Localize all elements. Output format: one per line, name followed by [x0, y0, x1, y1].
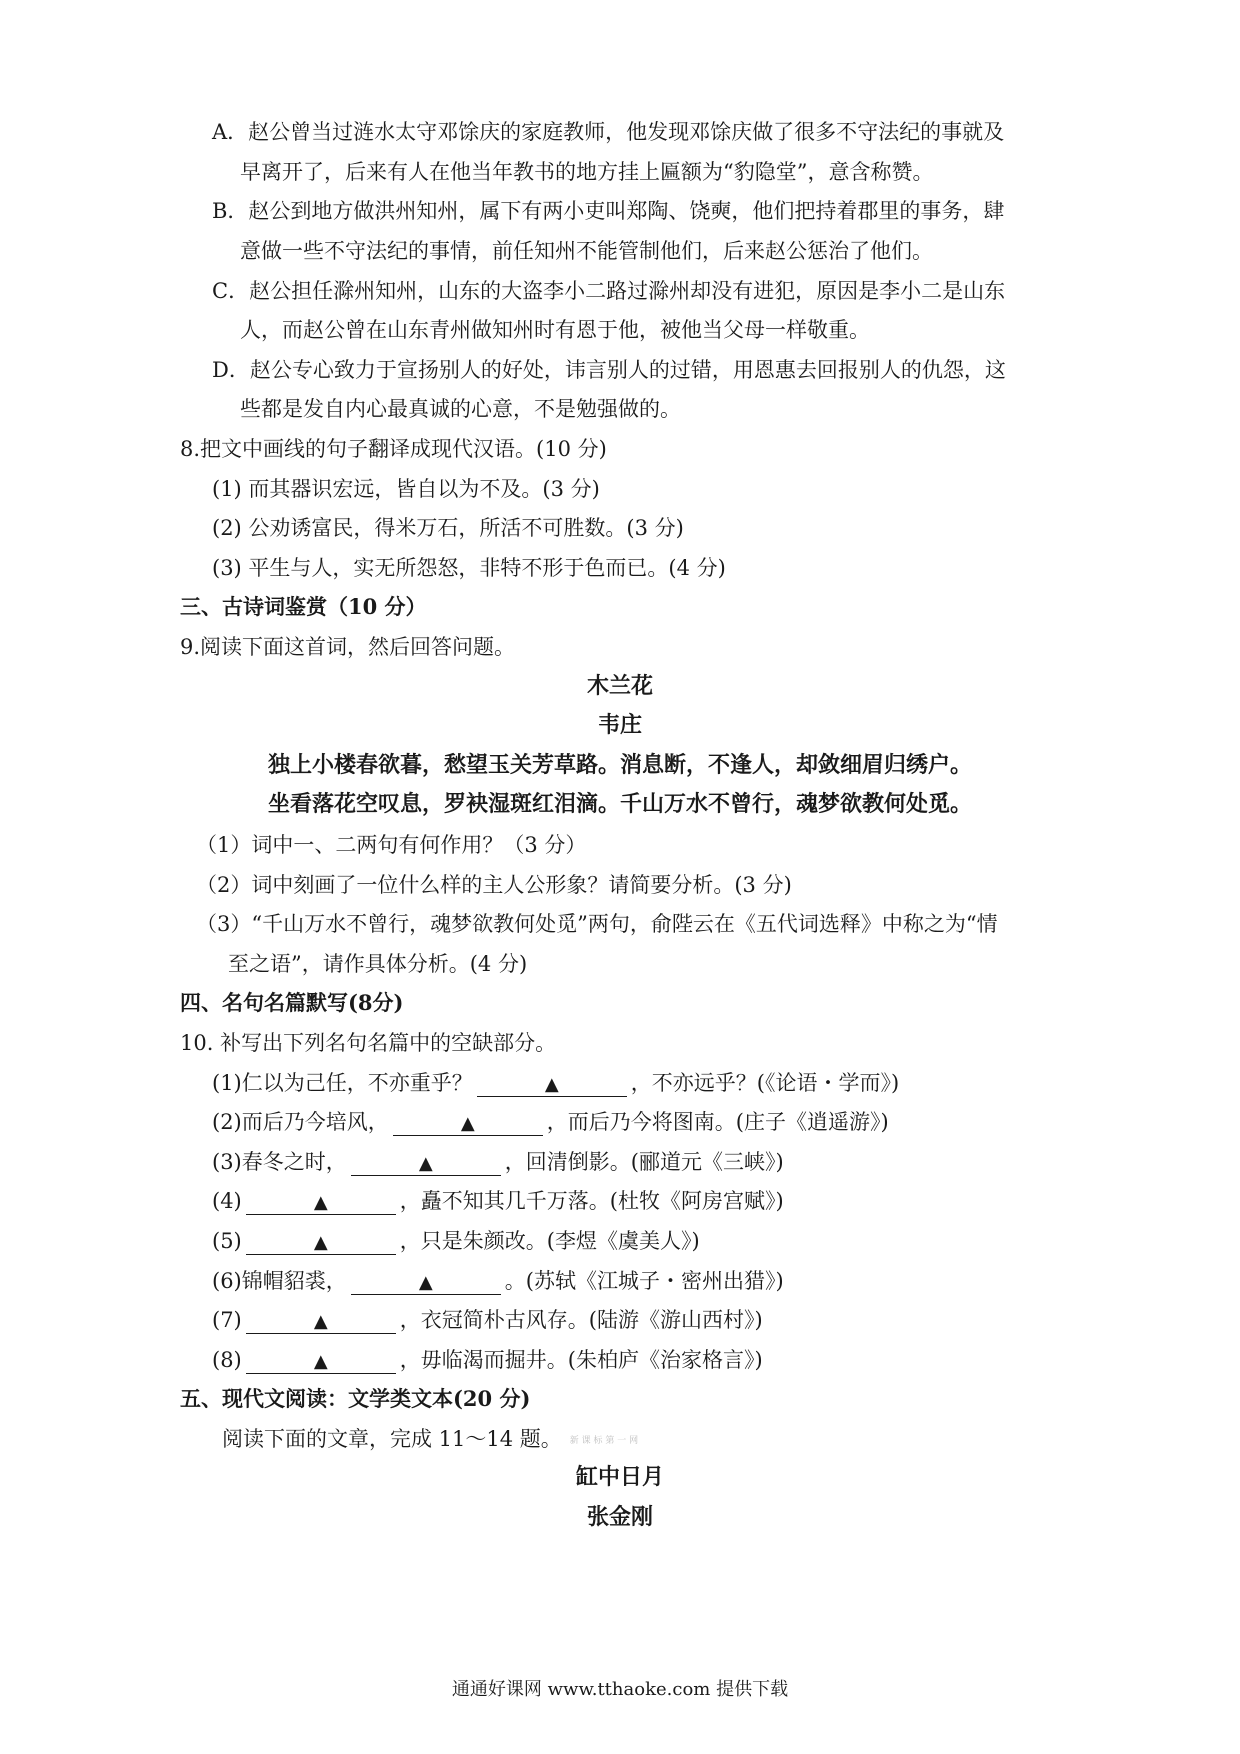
answer-blank[interactable]: ▲ [393, 1113, 543, 1136]
line-suffix: ，矗不知其几千万落。(杜牧《阿房宫赋》) [399, 1189, 784, 1213]
fill-blank-line [212, 1147, 784, 1177]
line-suffix: ，回清倒影。(郦道元《三峡》) [504, 1150, 784, 1174]
answer-blank[interactable]: ▲ [246, 1351, 396, 1374]
line-prefix: (3)春冬之时， [212, 1150, 347, 1174]
line-suffix: ，只是朱颜改。(李煜《虞美人》) [399, 1229, 700, 1253]
question-8-title: 8.把文中画线的句子翻译成现代汉语。(10 分) [180, 437, 607, 461]
line-prefix: (7) [212, 1308, 242, 1332]
article-title: 缸中日月 [575, 1465, 664, 1490]
fill-blank-line [212, 1345, 763, 1375]
fill-blank-line [212, 1068, 899, 1098]
line-suffix: ，不亦远乎？(《论语・学而》) [630, 1071, 900, 1095]
option-c-line2: 人，而赵公曾在山东青州做知州时有恩于他，被他当父母一样敬重。 [240, 318, 870, 342]
fill-blank-line [212, 1226, 700, 1256]
poem-line: 坐看落花空叹息，罗袂湿斑红泪滴。千山万水不曾行，魂梦欲教何处觅。 [267, 792, 972, 817]
line-prefix: (5) [212, 1229, 242, 1253]
line-prefix: (4) [212, 1189, 242, 1213]
option-a-line1: A．赵公曾当过涟水太守邓馀庆的家庭教师，他发现邓馀庆做了很多不守法纪的事就及 [212, 120, 1005, 144]
option-c-line1: C．赵公担任滁州知州，山东的大盗李小二路过滁州却没有进犯，原因是李小二是山东 [212, 279, 1006, 303]
fill-blank-line [212, 1305, 763, 1335]
line-prefix: (2)而后乃今培风， [212, 1110, 389, 1134]
fill-blank-line [212, 1107, 889, 1137]
option-d-line2: 些都是发自内心最真诚的心意，不是勉强做的。 [240, 397, 681, 421]
option-d-line1: D．赵公专心致力于宣扬别人的好处，讳言别人的过错，用恩惠去回报别人的仇怨，这 [212, 358, 1006, 382]
answer-blank[interactable]: ▲ [351, 1272, 501, 1295]
question-9-sub3-cont: 至之语”，请作具体分析。(4 分) [228, 952, 528, 976]
section-5-heading: 五、现代文阅读：文学类文本(20 分) [180, 1386, 531, 1411]
question-9-sub2: （2）词中刻画了一位什么样的主人公形象？请简要分析。(3 分) [196, 873, 792, 897]
question-9-title: 9.阅读下面这首词，然后回答问题。 [180, 635, 516, 659]
answer-blank[interactable]: ▲ [351, 1153, 501, 1176]
poem-author: 韦庄 [597, 713, 642, 738]
question-10-title: 10. 补写出下列名句名篇中的空缺部分。 [180, 1031, 557, 1055]
answer-blank[interactable]: ▲ [477, 1074, 627, 1097]
option-b-line1: B．赵公到地方做洪州知州，属下有两小吏叫郑陶、饶奭，他们把持着郡里的事务，肆 [212, 199, 1005, 223]
option-b-line2: 意做一些不守法纪的事情，前任知州不能管制他们，后来赵公惩治了他们。 [240, 239, 933, 263]
fill-blank-line [212, 1186, 784, 1216]
question-8-item: (1) 而其器识宏远，皆自以为不及。(3 分) [212, 477, 600, 501]
reading-intro: 阅读下面的文章，完成 11～14 题。 [222, 1427, 562, 1451]
answer-blank[interactable]: ▲ [246, 1232, 396, 1255]
question-9-sub1: （1）词中一、二两句有何作用？（3 分） [196, 833, 587, 857]
question-9-sub3: （3）“千山万水不曾行，魂梦欲教何处觅”两句，俞陛云在《五代词选释》中称之为“情 [196, 912, 998, 936]
question-8-item: (3) 平生与人，实无所怨怒，非特不形于色而已。(4 分) [212, 556, 726, 580]
line-suffix: ，毋临渴而掘井。(朱柏庐《治家格言》) [399, 1348, 763, 1372]
answer-blank[interactable]: ▲ [246, 1311, 396, 1334]
page-footer: 通通好课网 www.tthaoke.com 提供下载 [451, 1679, 789, 1700]
fill-blank-line [212, 1266, 784, 1296]
poem-line: 独上小楼春欲暮，愁望玉关芳草路。消息断，不逢人，却敛细眉归绣户。 [267, 753, 972, 778]
line-suffix: 。(苏轼《江城子・密州出猎》) [504, 1269, 784, 1293]
line-prefix: (1)仁以为己任，不亦重乎？ [212, 1071, 473, 1095]
watermark: 新 课 标 第 一 网 [569, 1435, 639, 1446]
line-suffix: ，而后乃今将图南。(庄子《逍遥游》) [546, 1110, 889, 1134]
poem-title: 木兰花 [586, 674, 653, 699]
answer-blank[interactable]: ▲ [246, 1192, 396, 1215]
question-8-item: (2) 公劝诱富民，得米万石，所活不可胜数。(3 分) [212, 516, 684, 540]
section-4-heading: 四、名句名篇默写(8分) [180, 990, 404, 1015]
reading-intro-line [222, 1424, 638, 1456]
line-prefix: (8) [212, 1348, 242, 1372]
section-3-heading: 三、古诗词鉴赏（10 分） [180, 594, 427, 619]
line-suffix: ，衣冠简朴古风存。(陆游《游山西村》) [399, 1308, 763, 1332]
option-a-line2: 早离开了，后来有人在他当年教书的地方挂上匾额为“豹隐堂”，意含称赞。 [240, 160, 934, 184]
line-prefix: (6)锦帽貂裘， [212, 1269, 347, 1293]
article-author: 张金刚 [586, 1505, 653, 1530]
